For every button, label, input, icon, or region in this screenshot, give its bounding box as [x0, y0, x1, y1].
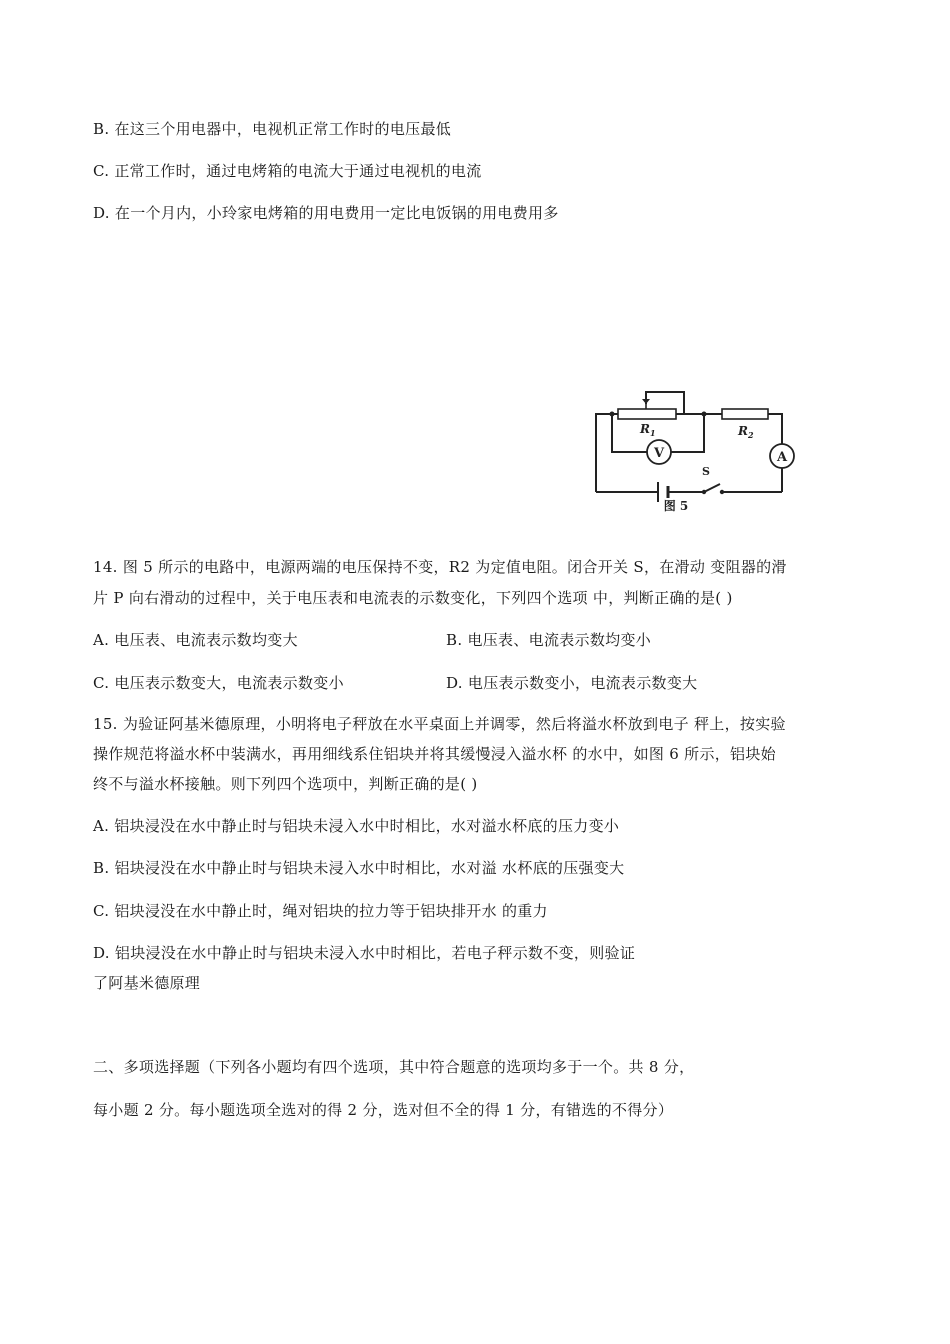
ammeter-label: A [776, 450, 788, 465]
q13-option-c: C. 正常工作时，通过电烤箱的电流大于通过电视机的电流 [93, 162, 482, 180]
section2-heading-line1: 二、多项选择题（下列各小题均有四个选项，其中符合题意的选项均多于一个。共 8 分， [93, 1058, 695, 1076]
q13-option-d: D. 在一个月内，小玲家电烤箱的用电费用一定比电饭锅的用电费用多 [93, 204, 559, 222]
q15-option-d-line2: 了阿基米德原理 [93, 974, 201, 992]
resistor-r2 [722, 409, 768, 419]
q14-option-a: A. 电压表、电流表示数均变大 [93, 631, 298, 649]
q14-option-b: B. 电压表、电流表示数均变小 [446, 631, 652, 649]
r2-label: $R_2$ [738, 424, 754, 440]
q14-stem-line2: 片 P 向右滑动的过程中，关于电压表和电流表的示数变化，下列四个选项 中，判断正确的是( ) [93, 589, 733, 607]
switch-label: S [702, 465, 710, 478]
q15-stem-line3: 终不与溢水杯接触。则下列四个选项中，判断正确的是( ) [93, 775, 478, 793]
q15-option-b: B. 铝块浸没在水中静止时与铝块未浸入水中时相比，水对溢 水杯底的压强变大 [93, 859, 625, 877]
r1-label: $R_1$ [640, 422, 656, 438]
q13-option-b: B. 在这三个用电器中，电视机正常工作时的电压最低 [93, 120, 452, 138]
q15-stem-line1: 15. 为验证阿基米德原理，小明将电子秤放在水平桌面上并调零，然后将溢水杯放到电子 秤上，按实验 [93, 715, 786, 733]
rheostat-r1 [618, 409, 676, 419]
q15-option-d-line1: D. 铝块浸没在水中静止时与铝块未浸入水中时相比，若电子秤示数不变，则验证 [93, 944, 636, 962]
q14-option-d: D. 电压表示数变小，电流表示数变大 [446, 674, 698, 692]
circuit-diagram-figure-5 [592, 386, 807, 518]
figure-caption: 图 5 [663, 499, 689, 513]
q15-option-c: C. 铝块浸没在水中静止时，绳对铝块的拉力等于铝块排开水 的重力 [93, 902, 548, 920]
q14-option-c: C. 电压表示数变大，电流表示数变小 [93, 674, 344, 692]
q15-stem-line2: 操作规范将溢水杯中装满水，再用细线系住铝块并将其缓慢浸入溢水杯 的水中，如图 6 所示，铝块始 [93, 745, 776, 763]
voltmeter-label: V [653, 446, 665, 461]
section2-heading-line2: 每小题 2 分。每小题选项全选对的得 2 分，选对但不全的得 1 分，有错选的不得分） [93, 1101, 674, 1119]
q15-option-a: A. 铝块浸没在水中静止时与铝块未浸入水中时相比，水对溢水杯底的压力变小 [93, 817, 620, 835]
q14-stem-line1: 14. 图 5 所示的电路中，电源两端的电压保持不变，R2 为定值电阻。闭合开关 S，在滑动 变阻器的滑 [93, 558, 787, 576]
